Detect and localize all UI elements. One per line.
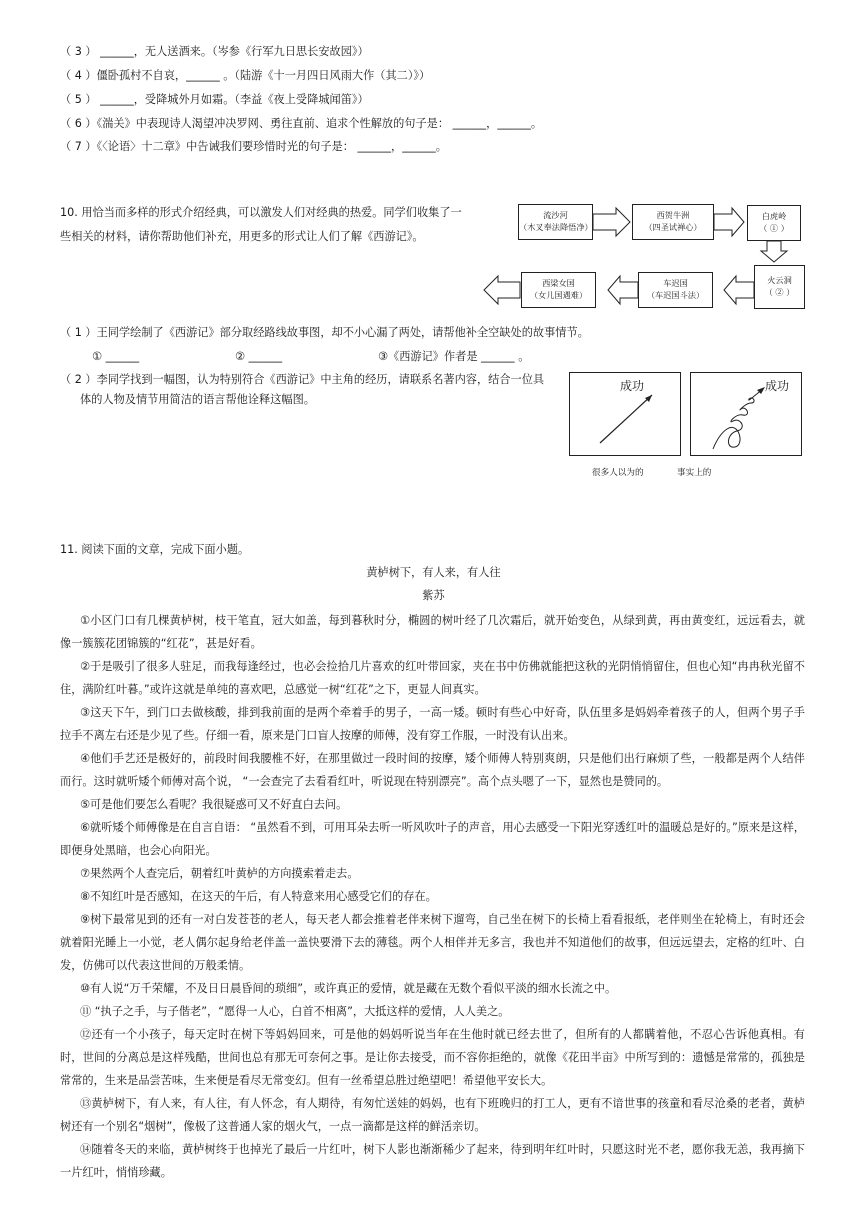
q10-intro-line1: 10. 用恰当而多样的形式介绍经典，可以激发人们对经典的热爱。同学们收集了一: [60, 206, 462, 219]
route-stop-event: （ ① ）: [759, 223, 789, 233]
route-stop-liushahe: [518, 204, 593, 240]
article-author: 紫苏: [422, 589, 445, 602]
route-stop-event: （ ② ）: [764, 287, 795, 297]
route-stop-event: （女儿国遇难）: [529, 290, 588, 300]
route-stop-huoyundong: [754, 265, 805, 309]
paragraph-9: ⑨树下最常见到的还有一对白发苍苍的老人，每天老人都会推着老伴来树下遛弯，自己坐在树下的长椅上看看报纸，老伴则坐在轮椅上，有时还会就着阳光睡上一小觉，老人偶尔起身给老伴盖一盖快要滑下去的薄毯。两个人相伴并无多言，我也并不知道他们的故事，但远远望去，定格的红叶、白发，仿佛可以代表这世间的万般柔情。: [60, 913, 805, 972]
paragraph-10: ⑩有人说“万千荣耀，不及日日晨昏间的琐细”，或许真正的爱情，就是藏在无数个看似平淡的细水长流之中。: [80, 982, 617, 995]
route-stop-chechiguo: [638, 272, 713, 308]
q10-sub2-line1: （ 2 ）李同学找到一幅图，认为特别符合《西游记》中主角的经历，请联系名著内容，结合一位具: [60, 373, 545, 386]
picture-actual-path: [690, 372, 802, 456]
tangled-arrow-icon: [691, 373, 801, 455]
route-stop-event: （四圣试禅心）: [644, 222, 702, 232]
q9-item-6: （ 6 ）《湍关》中表现诗人渴望冲决罗网、勇往直前、追求个性解放的句子是： ______，______。: [60, 117, 543, 130]
q10-intro-line2: 些相关的材料，请你帮助他们补充，用更多的形式让人们了解《西游记》。: [60, 230, 424, 243]
paragraph-8: ⑧不知红叶是否感知，在这天的午后，有人特意来用心感受它们的存在。: [80, 890, 437, 903]
arrow-left-3: [484, 276, 520, 304]
route-stop-name: 西梁女国: [542, 278, 575, 288]
q10-blank-3: ③《西游记》作者是 ______ 。: [378, 350, 530, 363]
route-stop-name: 火云洞: [767, 275, 792, 285]
paragraph-3: ③这天下午，到门口去做核酸，排到我前面的是两个牵着手的男子，一高一矮。顿时有些心中好奇，队伍里多是妈妈牵着孩子的人，但两个男子手拉手不离左右还是少见了些。仔细一看，原来是门口盲人按摩的师傅，没有穿工作服，一时没有认出来。: [60, 706, 805, 742]
paragraph-11: ⑪ “执子之手，与子偕老”，“愿得一人心，白首不相离”，大抵这样的爱情，人人美之。: [80, 1005, 510, 1018]
route-stop-name: 车迟国: [663, 278, 688, 288]
picture-success-label: 成功: [620, 379, 645, 393]
paragraph-6: ⑥就听矮个师傅像是在自言自语： “虽然看不到，可用耳朵去听一听风吹叶子的声音，用心去感受一下阳光穿透红叶的温暖总是好的。”原来是这样，即便身处黑暗，也会心向阳光。: [60, 821, 805, 857]
picture-success-label: 成功: [765, 379, 790, 393]
q9-item-7: （ 7 ）《〈论语〉十二章》中告诫我们要珍惜时光的句子是： ______，______。: [60, 140, 447, 153]
q10-blank-1: ① ______: [92, 350, 140, 363]
route-stop-event: （木叉奉法降悟净）: [519, 222, 593, 232]
route-stop-name: 西贺牛洲: [656, 210, 690, 220]
article-title: 黄栌树下，有人来，有人往: [366, 566, 501, 579]
arrow-down: [761, 241, 787, 262]
route-stop-event: （车迟国斗法）: [646, 290, 705, 300]
q10-blank-2: ② ______: [235, 350, 283, 363]
route-stop-name: 流沙河: [543, 210, 568, 220]
arrow-right-2: [714, 208, 744, 236]
paragraph-13: ⑬黄栌树下，有人来，有人往，有人怀念，有人期待，有匆忙送娃的妈妈，也有下班晚归的打工人，更有不谙世事的孩童和看尽沧桑的老者，黄栌树还有一个别名“烟树”，像极了这普通人家的烟火气，一点一滴都是这样的鲜活亲切。: [60, 1097, 805, 1133]
paragraph-12: ⑫还有一个小孩子，每天定时在树下等妈妈回来，可是他的妈妈听说当年在生他时就已经去世了，但所有的人都瞒着他，不忍心告诉他真相。有时，世间的分离总是这样残酷，世间也总有那无可奈何之事。是让你去接受，而不容你拒绝的，就像《花田半亩》中所写到的：遗憾是常常的，孤独是常常的，生来是品尝苦味，生来便是看尽无常变幻。但有一丝希望总胜过绝望吧！希望他平安长大。: [60, 1028, 805, 1087]
caption-expected: 很多人以为的: [592, 468, 644, 478]
route-stop-xiliangnvguo: [521, 272, 596, 308]
q11-intro: 11. 阅读下面的文章，完成下面小题。: [60, 543, 250, 556]
q10-sub2-line2: 体的人物及情节用简洁的语言帮他诠释这幅图。: [80, 393, 315, 406]
straight-arrow-icon: [570, 373, 680, 455]
arrow-left-2: [608, 276, 638, 304]
paragraph-4: ④他们手艺还是极好的，前段时间我腰椎不好，在那里做过一段时间的按摩，矮个师傅人特别爽朗，只是他们出行麻烦了些，一般都是两个人结伴而行。这时就听矮个师傅对高个说， “一会查完了去看看红叶，听说现在特别漂亮”。高个点头嗯了一下，显然也是赞同的。: [60, 752, 805, 788]
paragraph-7: ⑦果然两个人查完后，朝着红叶黄栌的方向摸索着走去。: [80, 867, 359, 880]
q9-item-5: （ 5 ） ______，受降城外月如霜。（李益《夜上受降城闻笛》）: [60, 93, 369, 106]
route-stop-xiheniuzhou: [632, 204, 714, 240]
route-stop-baihuling: [747, 205, 801, 241]
paragraph-14: ⑭随着冬天的来临，黄栌树终于也掉光了最后一片红叶，树下人影也渐渐稀少了起来，待到明年红叶时，只愿这时光不老，愿你我无恙，我再摘下一片红叶，悄悄珍藏。: [60, 1143, 805, 1179]
q9-item-3: （ 3 ） ______，无人送酒来。（岑参《行军九日思长安故园》）: [60, 45, 369, 58]
paragraph-1: ①小区门口有几棵黄栌树，枝干笔直，冠大如盖，每到暮秋时分，椭圆的树叶经了几次霜后，就开始变色，从绿到黄，再由黄变红，远远看去，就像一簇簇花团锦簇的“红花”，甚是好看。: [60, 614, 805, 650]
arrow-right-1: [593, 208, 630, 236]
paragraph-2: ②于是吸引了很多人驻足，而我每逢经过，也必会捡拾几片喜欢的红叶带回家，夹在书中仿佛就能把这秋的光阴悄悄留住，但也心知“冉冉秋光留不住，满阶红叶暮。”或许这就是单纯的喜欢吧，总感觉一树“红花”之下，更显人间真实。: [60, 660, 805, 696]
q9-item-4: （ 4 ）僵卧孤村不自哀，______ 。（陆游《十一月四日风雨大作（其二）》）: [60, 69, 431, 82]
q10-sub1: （ 1 ）王同学绘制了《西游记》部分取经路线故事图，却不小心漏了两处，请帮他补全空缺处的故事情节。: [60, 326, 589, 339]
caption-actual: 事实上的: [677, 468, 712, 478]
picture-expected-path: [569, 372, 681, 456]
route-stop-name: 白虎岭: [761, 211, 787, 221]
arrow-left-1: [724, 276, 754, 304]
paragraph-5: ⑤可是他们要怎么看呢？我很疑惑可又不好直白去问。: [80, 798, 348, 811]
